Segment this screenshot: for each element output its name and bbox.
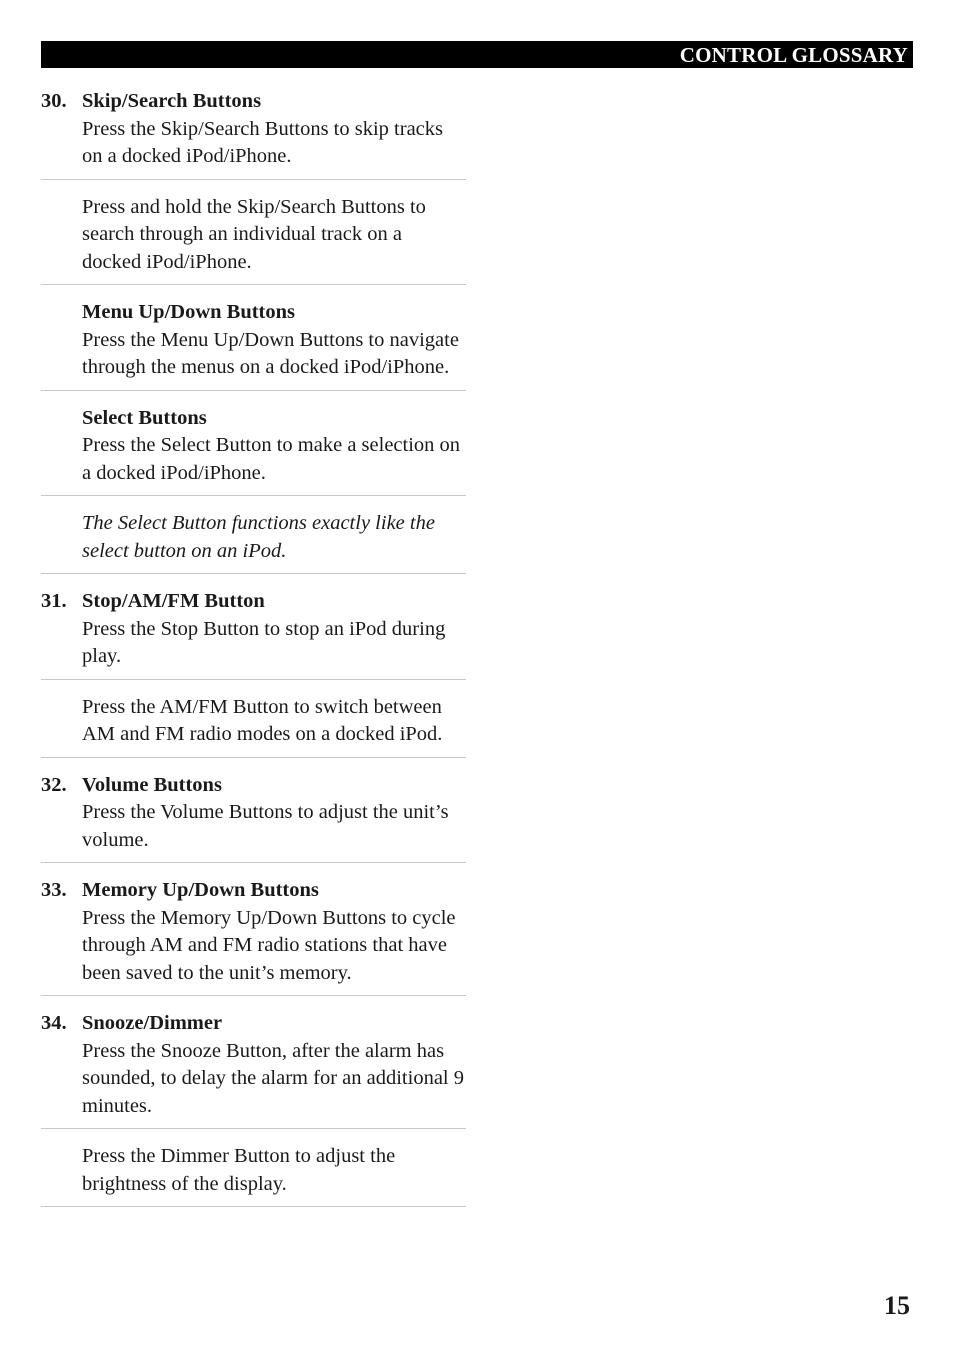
glossary-entry-34 xyxy=(41,1008,466,1129)
entry-description: Press and hold the Skip/Search Buttons to search through an individual track on a docked iPod/iPhone. xyxy=(82,195,426,273)
glossary-note-select xyxy=(41,508,466,574)
entry-term: Stop/AM/FM Button xyxy=(82,590,265,612)
control-glossary-list xyxy=(41,86,466,1219)
glossary-entry-30-continued xyxy=(41,192,466,286)
glossary-entry-select xyxy=(41,403,466,497)
entry-term: Memory Up/Down Buttons xyxy=(82,879,319,901)
glossary-entry-32 xyxy=(41,770,466,864)
glossary-entry-menu-up-down xyxy=(41,297,466,391)
entry-term: Menu Up/Down Buttons xyxy=(82,301,296,323)
section-header-bar xyxy=(41,41,913,68)
page-number: 15 xyxy=(884,1291,910,1320)
entry-term: Snooze/Dimmer xyxy=(82,1012,223,1034)
entry-description: Press the Select Button to make a selection on a docked iPod/iPhone. xyxy=(82,434,461,484)
entry-description: Press the Memory Up/Down Buttons to cycle through AM and FM radio stations that have been saved to the unit’s memory. xyxy=(82,906,456,984)
entry-number: 34. xyxy=(41,1012,67,1034)
entry-description: Press the Stop Button to stop an iPod during play. xyxy=(82,617,446,667)
entry-number: 32. xyxy=(41,773,67,796)
glossary-entry-34-continued xyxy=(41,1141,466,1207)
glossary-entry-31-continued xyxy=(41,692,466,758)
entry-description: Press the Menu Up/Down Buttons to navigate through the menus on a docked iPod/iPhone. xyxy=(82,328,459,378)
glossary-entry-30 xyxy=(41,86,466,180)
entry-description: Press the Dimmer Button to adjust the brightness of the display. xyxy=(82,1145,396,1195)
entry-term: Volume Buttons xyxy=(82,773,222,796)
entry-number: 33. xyxy=(41,879,67,901)
entry-term: Select Buttons xyxy=(82,406,207,429)
glossary-entry-31 xyxy=(41,586,466,680)
glossary-entry-33 xyxy=(41,875,466,996)
entry-description: Press the Skip/Search Buttons to skip tracks on a docked iPod/iPhone. xyxy=(82,117,444,167)
entry-note: The Select Button functions exactly like the select button on an iPod. xyxy=(82,512,435,562)
entry-description: Press the AM/FM Button to switch between AM and FM radio modes on a docked iPod. xyxy=(82,695,443,745)
entry-number: 31. xyxy=(41,590,67,612)
entry-description: Press the Snooze Button, after the alarm has sounded, to delay the alarm for an additional 9 minutes. xyxy=(82,1039,464,1117)
entry-number: 30. xyxy=(41,90,67,112)
section-title: CONTROL GLOSSARY xyxy=(679,43,908,67)
entry-description: Press the Volume Buttons to adjust the unit’s volume. xyxy=(82,801,449,851)
entry-term: Skip/Search Buttons xyxy=(82,90,262,112)
